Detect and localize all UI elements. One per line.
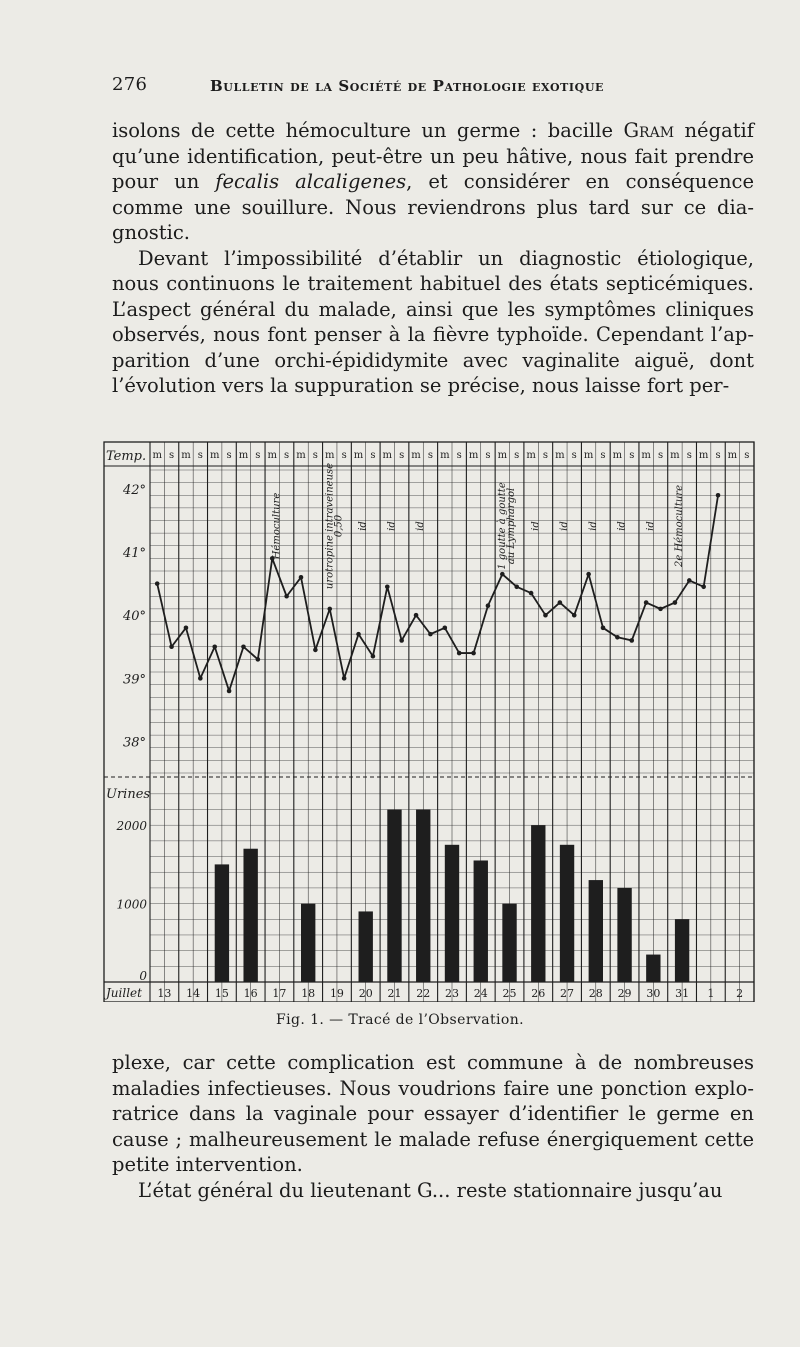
urine-bar — [617, 888, 631, 982]
slot-label: m — [555, 450, 565, 461]
slot-label: s — [226, 450, 232, 461]
annotation-label: id — [587, 521, 599, 531]
slot-label: s — [399, 450, 405, 461]
urine-bar — [502, 904, 516, 982]
slot-label: s — [744, 450, 750, 461]
urine-tick-label: 0 — [139, 969, 147, 983]
slot-label: m — [353, 450, 364, 461]
temperature-point — [529, 591, 534, 596]
slot-label: s — [370, 450, 376, 461]
text-run: plexe, car cette complication est commune à de nombreuses maladies infectieuses. Nous voudrions faire une ponction exploratrice dans la vaginale pour essayer d’identifier le germe en cause ; malheureusement le malade refuse énergiquement cette petite intervention. — [112, 1051, 754, 1176]
urine-bar — [589, 880, 603, 982]
day-label: 31 — [675, 987, 690, 1000]
temperature-point — [615, 635, 620, 640]
day-label: 25 — [502, 987, 517, 1000]
temperature-point — [256, 657, 261, 662]
slot-label: s — [600, 450, 606, 461]
day-label: 28 — [588, 987, 603, 1000]
temperature-point — [558, 600, 563, 605]
annotation-label: id — [357, 521, 369, 531]
slot-label: m — [152, 450, 162, 461]
slot-label: m — [325, 450, 335, 461]
urine-bar — [646, 955, 660, 982]
annotation-label: 1 goutte à goutte — [497, 482, 509, 570]
top-text — [112, 118, 754, 399]
slot-label: m — [526, 450, 536, 461]
running-title: Bulletin de la Société de Pathologie exotique — [210, 77, 605, 95]
temperature-point — [471, 651, 476, 656]
temperature-point — [241, 644, 246, 649]
slot-label: m — [238, 450, 249, 461]
annotation-label: au Lymphargol — [506, 487, 518, 565]
slot-label: s — [629, 450, 635, 461]
annotation-label: id — [559, 521, 571, 531]
page-number: 276 — [112, 74, 148, 95]
temperature-point — [342, 676, 347, 681]
slot-label: s — [571, 450, 577, 461]
temperature-point — [385, 584, 390, 589]
temperature-tick-label: 40° — [122, 609, 146, 625]
bottom-text — [112, 1050, 754, 1203]
urine-bar — [243, 849, 257, 982]
day-label: 15 — [214, 987, 229, 1000]
temperature-point — [313, 648, 318, 653]
annotation-label: id — [386, 521, 398, 531]
urine-axis-label: Urines — [106, 787, 151, 802]
temperature-point — [486, 603, 491, 608]
temperature-point — [644, 600, 649, 605]
day-label: 19 — [329, 987, 344, 1000]
slot-label: m — [181, 450, 191, 461]
slot-label: m — [440, 450, 450, 461]
day-label: 13 — [157, 987, 172, 1000]
slot-label: s — [715, 450, 721, 461]
temperature-point — [184, 626, 189, 631]
temperature-tick-label: 39° — [122, 672, 146, 688]
day-label: 27 — [560, 987, 575, 1000]
temperature-point — [601, 626, 606, 631]
temperature-point — [169, 644, 174, 649]
annotation-label: id — [645, 521, 657, 531]
temperature-point — [586, 572, 591, 577]
day-label: 14 — [186, 987, 201, 1000]
temperature-point — [514, 584, 519, 589]
slot-label: s — [542, 450, 549, 461]
page-header — [112, 72, 752, 102]
annotation-label: Hémoculture — [271, 492, 283, 560]
slot-label: m — [267, 450, 277, 461]
day-label: 29 — [617, 987, 632, 1000]
text-run: négatif qu’une identification, peut-être un peu hâtive, nous fait prendre pour un — [112, 119, 754, 193]
text-run: fecalis alcaligenes — [215, 170, 407, 193]
bottom-paragraph — [112, 1050, 754, 1178]
temperature-point — [500, 572, 505, 577]
urine-bar — [416, 810, 430, 982]
temperature-tick-label: 41° — [122, 546, 146, 562]
slot-label: m — [583, 450, 594, 461]
urine-bar — [560, 845, 574, 982]
temperature-point — [543, 613, 548, 618]
temperature-point — [701, 584, 706, 589]
slot-label: s — [284, 450, 290, 461]
text-run: L’état général du lieutenant G... reste stationnaire jusqu’au — [138, 1178, 723, 1202]
day-label: 17 — [272, 987, 287, 1000]
x-axis-label: Juillet — [106, 986, 142, 1000]
slot-label: m — [641, 450, 651, 461]
urine-bar — [445, 845, 459, 982]
text-run: Devant l’impossibilité d’établir un diagnostic étiologique, nous continuons le traitement habituel des états septicémiques. L’aspect général du malade, ainsi que les symptômes cliniques observés, nous font penser à la fièvre typhoïde. Cependant l’apparition d’une orchi-épididymite avec vaginalite aiguë, dont l’évolution vers la suppuration se précise, nous laisse fort per- — [112, 246, 754, 397]
bottom-paragraph — [112, 1178, 754, 1204]
slot-label: s — [427, 450, 433, 461]
top-paragraph — [112, 118, 754, 246]
slot-label: m — [382, 450, 393, 461]
annotation-label: 0,50 — [333, 514, 345, 538]
day-label: 20 — [358, 987, 373, 1000]
urine-bar — [387, 810, 401, 982]
day-label: 2 — [736, 987, 744, 1000]
temperature-point — [155, 581, 160, 586]
temperature-tick-label: 38° — [122, 735, 146, 751]
slot-label: m — [468, 450, 479, 461]
day-label: 24 — [473, 987, 488, 1000]
slot-label: m — [612, 450, 623, 461]
slot-label: m — [727, 450, 738, 461]
temperature-point — [327, 607, 332, 612]
temperature-point — [443, 626, 448, 631]
text-run: Gram — [623, 119, 675, 142]
slot-label: s — [514, 450, 520, 461]
urine-bar — [531, 825, 545, 982]
annotation-label: 2e Hémoculture — [674, 485, 686, 567]
temperature-point — [198, 676, 203, 681]
temperature-point — [629, 638, 634, 643]
temperature-point — [212, 644, 217, 649]
slot-label: m — [698, 450, 709, 461]
slot-label: m — [209, 450, 220, 461]
temperature-point — [658, 607, 663, 612]
annotation-label: urotropine intraveineuse — [324, 462, 336, 590]
slot-label: s — [657, 450, 664, 461]
urine-bar — [301, 904, 315, 982]
slot-label: s — [341, 450, 347, 461]
temperature-point — [356, 632, 361, 637]
slot-label: s — [456, 450, 462, 461]
urine-bar — [359, 911, 373, 982]
urine-tick-label: 1000 — [116, 897, 147, 912]
temperature-tick-label: 42° — [122, 482, 146, 498]
temperature-point — [284, 594, 289, 599]
temperature-point — [371, 654, 376, 659]
slot-label: s — [255, 450, 261, 461]
urine-bar — [675, 919, 689, 982]
day-label: 22 — [416, 987, 431, 1000]
temperature-point — [572, 613, 577, 618]
slot-label: s — [169, 450, 175, 461]
temperature-point — [299, 575, 304, 580]
urine-bar — [474, 860, 488, 982]
slot-label: m — [296, 450, 306, 461]
slot-label: m — [670, 450, 680, 461]
annotation-label: id — [530, 521, 542, 531]
text-run: isolons de cette hémoculture un germe : bacille — [112, 119, 624, 142]
chart-svg — [100, 436, 760, 1002]
urine-bar — [215, 864, 229, 982]
day-label: 21 — [387, 987, 402, 1000]
temperature-axis-label: Temp. — [106, 449, 147, 464]
annotation-label: id — [415, 521, 427, 531]
temperature-point — [399, 638, 404, 643]
slot-label: s — [197, 450, 203, 461]
day-label: 26 — [531, 987, 546, 1000]
day-label: 18 — [301, 987, 316, 1000]
day-label: 23 — [445, 987, 459, 1000]
slot-label: s — [312, 450, 318, 461]
temperature-urine-chart — [100, 436, 760, 1002]
temperature-point — [227, 689, 232, 694]
figure-caption: Fig. 1. — Tracé de l’Observation. — [276, 1012, 524, 1028]
annotation-label: id — [616, 521, 628, 531]
day-label: 1 — [707, 987, 715, 1000]
temperature-point — [457, 651, 462, 656]
urine-tick-label: 2000 — [116, 819, 147, 834]
temperature-point — [716, 493, 721, 498]
temperature-point — [673, 600, 678, 605]
day-label: 16 — [243, 987, 258, 1000]
text-run: , et considérer en conséquence comme une souillure. Nous reviendrons plus tard sur ce diagnostic. — [112, 170, 754, 244]
top-paragraph — [112, 246, 754, 399]
slot-label: s — [485, 450, 491, 461]
temperature-point — [687, 578, 692, 583]
slot-label: s — [686, 450, 692, 461]
temperature-point — [414, 613, 419, 618]
slot-label: m — [411, 450, 421, 461]
temperature-point — [428, 632, 433, 637]
day-label: 30 — [646, 987, 661, 1000]
slot-label: m — [497, 450, 508, 461]
